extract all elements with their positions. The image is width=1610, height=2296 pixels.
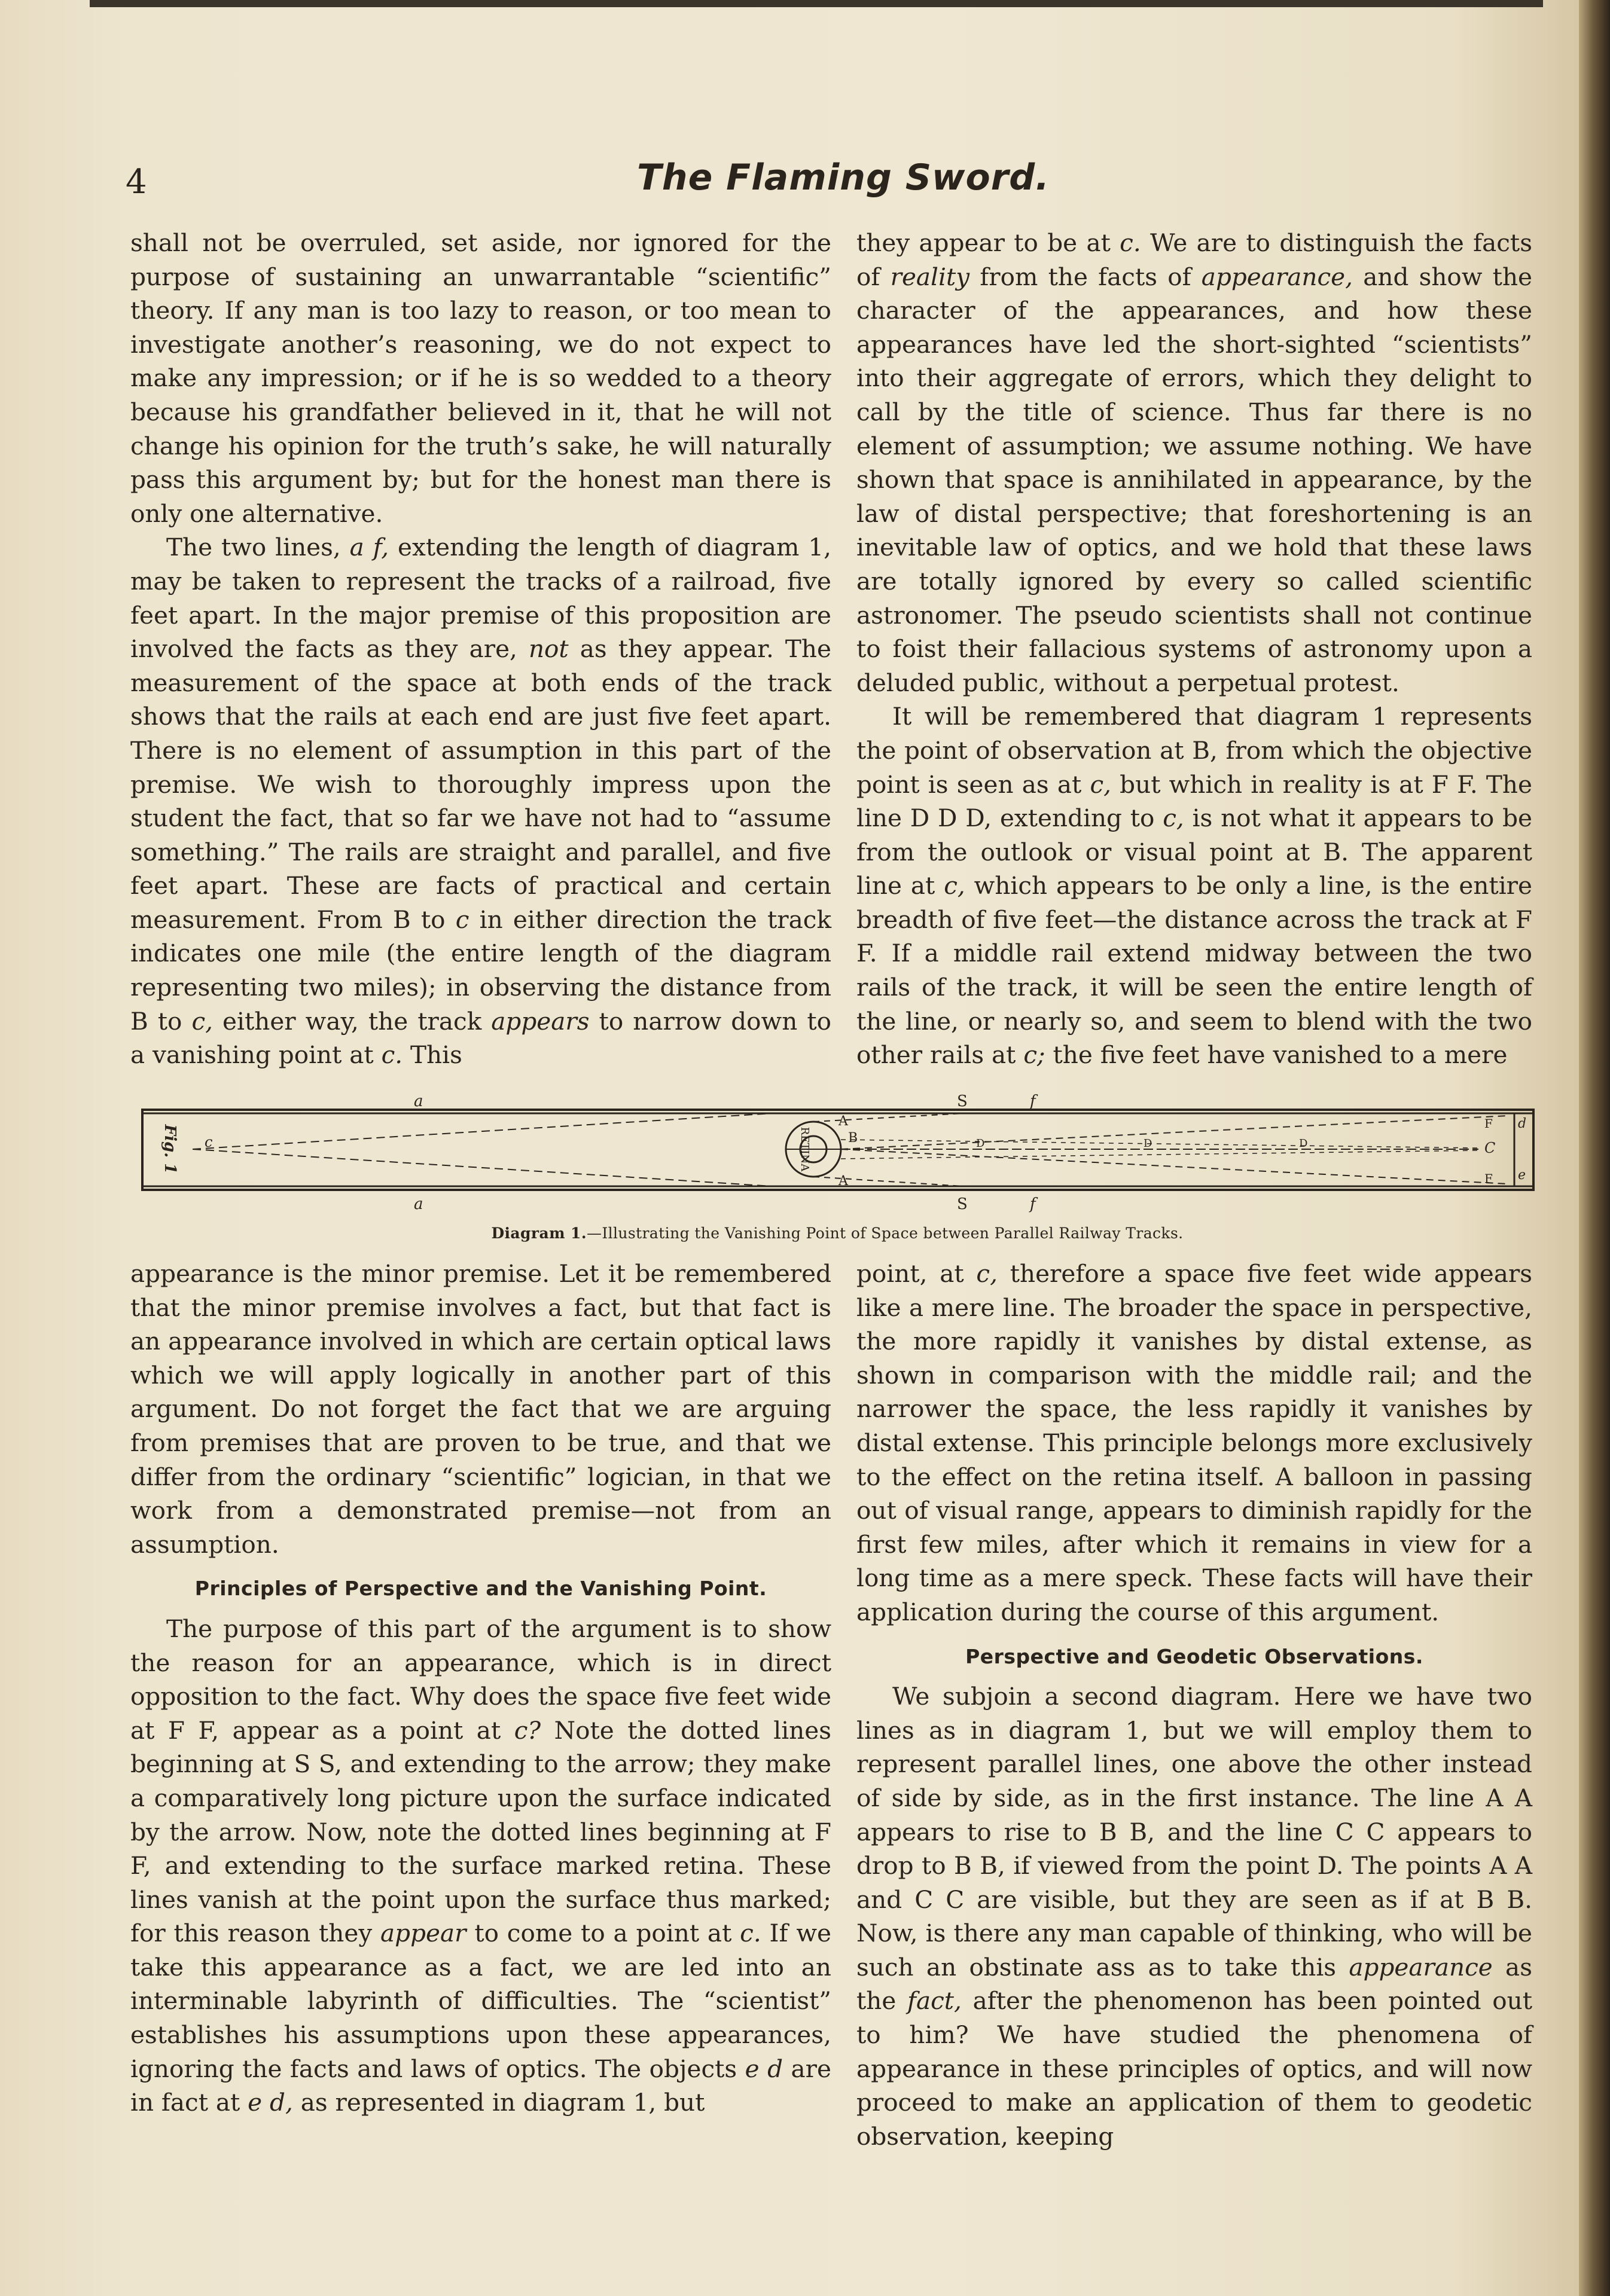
label-D1: D xyxy=(976,1137,985,1150)
paragraph: shall not be overruled, set aside, nor ignored for the purpose of sustaining an unwarrantable “scientific” theory. If any man is too lazy to reason, or too mean to investigate another’s reasoning, we do not expect to make any impression; or if he is so wedded to a theory because his grandfather believed in it, that he will not change his opinion for the truth’s sake, he will naturally pass this argument by; but for the honest man there is only one alternative. xyxy=(130,228,831,528)
paragraph: It will be remembered that diagram 1 represents the point of observation at B, from which the objective point is seen as at c, but which in reality is at F F. The line D D D, extending to c, is not what it appears to be from the outlook or visual point at B. The apparent line at c, which appears to be only a line, is the entire breadth of five feet—the distance across the track at F F. If a middle rail extend midway between the two rails of the track, it will be seen the entire length of the line, or nearly so, and seem to blend with the two other rails at c; the five feet have vanished to a mere xyxy=(856,702,1532,1070)
line-b-f-bottom xyxy=(841,1149,1508,1184)
label-s-bottom: S xyxy=(957,1195,968,1213)
label-B: B xyxy=(848,1131,858,1146)
converge-left-bottom xyxy=(193,1149,773,1186)
retina-label: RETINA xyxy=(798,1126,811,1172)
paragraph: point, at c, therefore a space five feet wide appears like a mere line. The broader the space in perspective, the more rapidly it vanishes by distal extense, as shown in comparison with the middle rail; and the narrower the space, the less rapidly it vanishes by distal extense. This principle belongs more exclusively to the effect on the retina itself. A balloon in passing out of visual range, appears to diminish rapidly for the first few miles, after which it remains in view for a long time as a mere speck. These facts will have their application during the course of this argument. xyxy=(856,1259,1532,1626)
converge-left-top xyxy=(193,1113,773,1149)
label-F-top: F xyxy=(1484,1116,1493,1131)
label-D2: D xyxy=(1144,1137,1152,1150)
paragraph: appearance is the minor premise. Let it be remembered that the minor premise involves a fact, but that fact is an appearance involved in which are certain optical laws which we will apply logically in another part of this argument. Do not forget the fact that we are arguing from premises that are proven to be true, and that we differ from the ordinary “scientific” logician, in that we work from a demonstrated premise—not from an assumption. xyxy=(130,1259,831,1559)
diagram-svg xyxy=(139,1089,1536,1214)
diagram-caption: Diagram 1.—Illustrating the Vanishing Point of Space between Parallel Railway Tracks. xyxy=(491,1225,1184,1242)
top-rule xyxy=(90,0,1543,7)
section-heading: Perspective and Geodetic Observations. xyxy=(965,1644,1423,1668)
column-left-bottom xyxy=(130,1257,831,2120)
label-D3: D xyxy=(1299,1137,1308,1150)
column-left-top xyxy=(130,226,831,1072)
label-A-bottom: A xyxy=(838,1174,848,1189)
running-title: The Flaming Sword. xyxy=(636,157,1050,199)
label-d: d xyxy=(1518,1116,1527,1131)
line-b-f-top xyxy=(841,1116,1508,1149)
paragraph: they appear to be at c. We are to distinguish the facts of reality from the facts of appearance, and show the character of the appearances, and how these appearances have led the short-sighted “scientists” into their aggregate of errors, which they delight to call by the title of science. Thus far there is no element of assumption; we assume nothing. We have shown that space is annihilated in appearance, by the law of distal perspective; that foreshortening is an inevitable law of optics, and we hold that these laws are totally ignored by every so called scientific astronomer. The pseudo scientists shall not continue to foist their fallacious systems of astronomy upon a deluded public, without a perpetual protest. xyxy=(856,228,1532,697)
section-heading: Principles of Perspective and the Vanishing Point. xyxy=(194,1577,767,1601)
paragraph: The two lines, a f, extending the length of diagram 1, may be taken to represent the tracks of a railroad, five feet apart. In the major premise of this proposition are involved the facts as they are, not as they appear. The measurement of the space at both ends of the track shows that the rails at each end are just five feet apart. There is no element of assumption in this part of the premise. We wish to thoroughly impress upon the student the fact, that so far we have not had to “assume something.” The rails are straight and parallel, and five feet apart. These are facts of practical and certain measurement. From B to c in either direction the track indicates one mile (the entire length of the diagram representing two miles); in observing the distance from B to c, either way, the track appears to narrow down to a vanishing point at c. This xyxy=(130,533,831,1070)
line-a-s-top xyxy=(813,1113,964,1122)
diagram-1 xyxy=(139,1089,1536,1214)
label-f-top: f xyxy=(1030,1092,1036,1110)
label-a-top: a xyxy=(414,1092,423,1110)
label-e: e xyxy=(1518,1168,1526,1183)
fig-label: Fig. 1 xyxy=(161,1124,179,1174)
label-f-bottom: f xyxy=(1030,1195,1036,1213)
paragraph: The purpose of this part of the argument is to show the reason for an appearance, which is in direct opposition to the fact. Why does the space five feet wide at F F, appear as a point at c? Note the dotted lines beginning at S S, and extending to the arrow; they make a comparatively long picture upon the surface indicated by the arrow. Now, note the dotted lines beginning at F F, and extending to the surface marked retina. These lines vanish at the point upon the surface thus marked; for this reason they appear to come to a point at c. If we take this appearance as a fact, we are led into an interminable labyrinth of difficulties. The “scientist” establishes his assumptions upon these appearances, ignoring the facts and laws of optics. The objects e d are in fact at e d, as represented in diagram 1, but xyxy=(130,1614,831,2117)
label-F-bottom: F xyxy=(1484,1171,1493,1186)
label-a-bottom: a xyxy=(414,1195,423,1213)
page-number: 4 xyxy=(126,163,147,201)
label-c-left: c xyxy=(205,1134,213,1150)
label-c-right: C xyxy=(1484,1140,1496,1156)
column-right-top xyxy=(856,226,1532,1072)
column-right-bottom xyxy=(856,1257,1532,2153)
paragraph: We subjoin a second diagram. Here we have two lines as in diagram 1, but we will employ them to represent parallel lines, one above the other instead of side by side, as in the first instance. The line A A appears to rise to B B, and the line C C appears to drop to B B, if viewed from the point D. The points A A and C C are visible, but they are seen as if at B B. Now, is there any man capable of thinking, who will be such an obstinate ass as to take this appearance as the fact, after the phenomenon has been pointed out to him? We have studied the phenomena of appearance in these principles of optics, and will now proceed to make an application of them to geodetic observation, keeping xyxy=(856,1682,1533,2151)
label-s-top: S xyxy=(957,1092,968,1110)
line-a-s-bottom xyxy=(813,1177,964,1186)
label-A-top: A xyxy=(838,1114,848,1129)
book-spine-edge xyxy=(1579,0,1610,2296)
